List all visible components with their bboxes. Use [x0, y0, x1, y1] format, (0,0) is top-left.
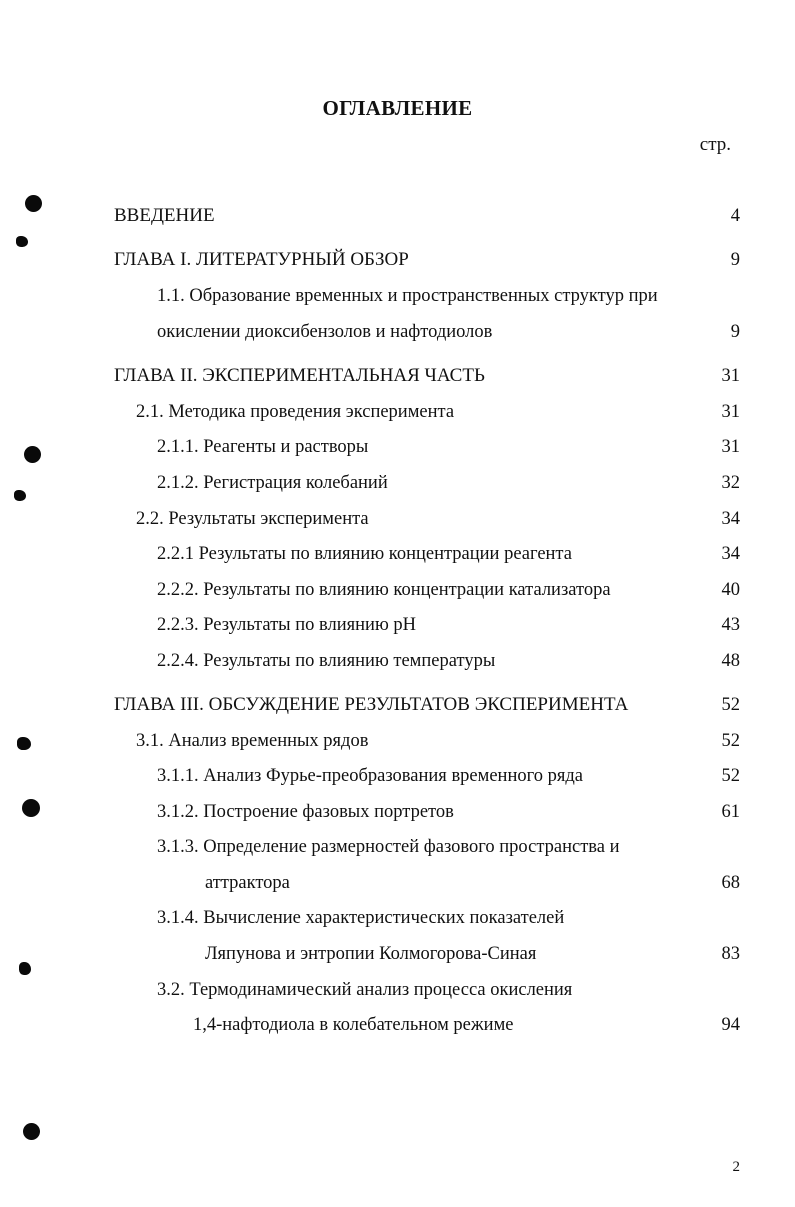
toc-entry-text: 1.1. Образование временных и пространственных структур при — [157, 286, 658, 306]
toc-entry-page: 31 — [721, 402, 740, 422]
binder-hole-3 — [22, 799, 40, 817]
toc-entry-page: 40 — [721, 580, 740, 600]
toc-entry-page: 43 — [721, 615, 740, 635]
toc-entry-text: ГЛАВА I. ЛИТЕРАТУРНЫЙ ОБЗОР — [114, 249, 409, 270]
binder-mark-3 — [17, 737, 31, 750]
binder-mark-2 — [14, 490, 26, 501]
binder-hole-1 — [25, 195, 42, 212]
toc-entry-text: ГЛАВА III. ОБСУЖДЕНИЕ РЕЗУЛЬТАТОВ ЭКСПЕРИМЕНТА — [114, 694, 629, 715]
toc-entry-text: 3.1.4. Вычисление характеристических показателей — [157, 908, 565, 928]
toc-entry-page: 94 — [721, 1015, 740, 1035]
toc-entry-text: Ляпунова и энтропии Колмогорова-Синая — [205, 944, 537, 964]
toc-entry-page: 9 — [730, 250, 740, 270]
toc-entry-text: 3.1.3. Определение размерностей фазового пространства и — [157, 837, 620, 857]
page-column-label: стр. — [699, 134, 731, 155]
toc-entry-page: 52 — [721, 766, 740, 786]
toc-entry-text: 2.1. Методика проведения эксперимента — [136, 402, 455, 422]
toc-entry-page: 31 — [721, 437, 740, 457]
toc-entry-text: 2.2.2. Результаты по влиянию концентрации катализатора — [157, 580, 611, 600]
toc-entry-text: 2.1.2. Регистрация колебаний — [157, 473, 388, 493]
toc-entry-page: 48 — [721, 651, 740, 671]
toc-entry-text: 3.1.1. Анализ Фурье-преобразования временного ряда — [157, 766, 583, 786]
page-title: ОГЛАВЛЕНИЕ — [322, 96, 473, 120]
binder-mark-1 — [16, 236, 28, 247]
binder-mark-4 — [19, 962, 31, 975]
toc-entry-text: 3.2. Термодинамический анализ процесса окисления — [157, 980, 573, 1000]
toc-entry-page: 9 — [730, 322, 740, 342]
toc-entry-page: 34 — [721, 544, 740, 564]
toc-entry-page: 52 — [721, 731, 740, 751]
toc-entry-page: 52 — [721, 695, 740, 715]
toc-entry-text: окислении диоксибензолов и нафтодиолов — [157, 322, 493, 342]
toc-entry-text: ГЛАВА II. ЭКСПЕРИМЕНТАЛЬНАЯ ЧАСТЬ — [114, 365, 485, 386]
toc-entry-text: 3.1.2. Построение фазовых портретов — [157, 802, 454, 822]
toc-entry-text: 2.2.1 Результаты по влиянию концентрации реагента — [157, 544, 572, 564]
page-number: 2 — [732, 1159, 740, 1175]
toc-entry-text: 3.1. Анализ временных рядов — [136, 731, 369, 751]
toc-entry-text: 2.1.1. Реагенты и растворы — [157, 437, 369, 457]
toc-entry-page: 34 — [721, 509, 740, 529]
toc-entry-page: 83 — [721, 944, 740, 964]
toc-entry-page: 31 — [721, 366, 740, 386]
toc-entry-page: 4 — [730, 206, 740, 226]
binder-hole-2 — [24, 446, 41, 463]
toc-entry-text: 2.2. Результаты эксперимента — [136, 509, 369, 529]
toc-entry-page: 68 — [721, 873, 740, 893]
binder-hole-4 — [23, 1123, 40, 1140]
toc-entry-page: 61 — [721, 802, 740, 822]
toc-entry-text: 2.2.4. Результаты по влиянию температуры — [157, 651, 496, 671]
toc-entry-text: ВВЕДЕНИЕ — [114, 205, 215, 226]
toc-entry-text: аттрактора — [205, 873, 290, 893]
toc-entry-page: 32 — [721, 473, 740, 493]
toc-entry-text: 1,4-нафтодиола в колебательном режиме — [193, 1015, 514, 1035]
toc-entry-text: 2.2.3. Результаты по влиянию pH — [157, 615, 416, 635]
